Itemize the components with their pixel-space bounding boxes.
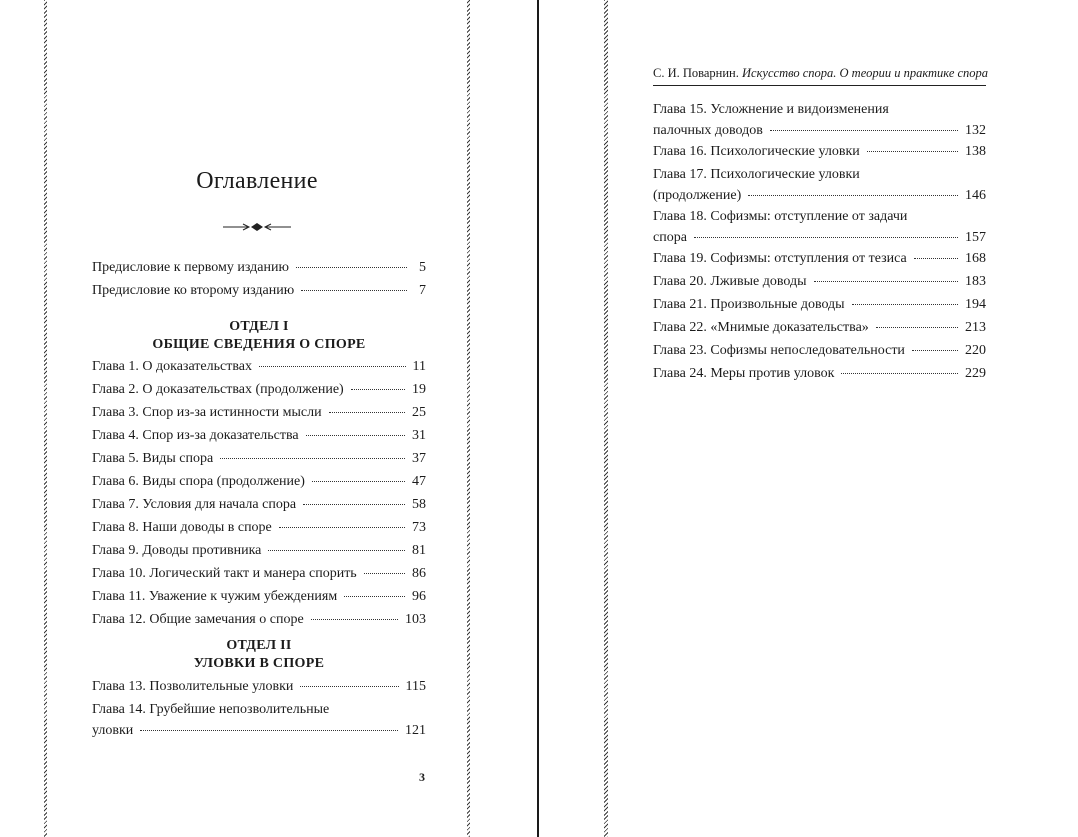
section-2-chapters [92, 675, 426, 740]
dot-leader [867, 137, 958, 152]
dot-leader [220, 444, 405, 459]
dot-leader [301, 276, 407, 291]
entry-label: Глава 14. Грубейшие непозволительные [92, 702, 330, 717]
entry-page: 86 [412, 566, 426, 581]
entry-page: 121 [405, 723, 426, 738]
right-page-chapters [653, 100, 986, 385]
dot-leader [914, 244, 958, 259]
section-title: УЛОВКИ В СПОРЕ [193, 656, 325, 671]
section-1-chapters [92, 355, 426, 631]
entry-label: Глава 24. Меры против уловок [653, 366, 835, 381]
entry-page: 138 [965, 144, 986, 159]
entry-label: Глава 22. «Мнимые доказательства» [653, 320, 869, 335]
page-number: 3 [419, 770, 425, 784]
entry-page: 19 [412, 382, 426, 397]
entry-label: Глава 2. О доказательствах (продолжение) [92, 382, 344, 397]
entry-page: 194 [965, 297, 986, 312]
entry-label: Глава 12. Общие замечания о споре [92, 612, 304, 627]
entry-label: Глава 20. Лживые доводы [653, 274, 807, 289]
entry-label-continued: уловки [92, 723, 134, 738]
section-1-heading [92, 318, 426, 354]
entry-label: Предисловие к первому изданию [92, 260, 289, 275]
entry-page: 7 [419, 283, 426, 298]
dot-leader [770, 116, 958, 131]
entry-page: 47 [412, 474, 426, 489]
right-page [608, 0, 1032, 837]
dot-leader [912, 336, 958, 351]
dot-leader [303, 490, 405, 505]
dot-leader [259, 352, 406, 367]
section-number: ОТДЕЛ I [229, 319, 289, 334]
entry-label: Глава 5. Виды спора [92, 451, 214, 466]
entry-page: 81 [412, 543, 426, 558]
toc-entry[interactable] [653, 362, 986, 385]
entry-label: Глава 3. Спор из-за истинности мысли [92, 405, 322, 420]
entry-page: 229 [965, 366, 986, 381]
toc-entry[interactable] [92, 675, 426, 698]
entry-page: 157 [965, 230, 986, 245]
entry-page: 25 [412, 405, 426, 420]
fleuron-divider-icon [221, 221, 293, 233]
entry-label-continued: (продолжение) [653, 188, 742, 203]
entry-page: 103 [405, 612, 426, 627]
entry-label: Глава 19. Софизмы: отступления от тезиса [653, 251, 907, 266]
entry-label: Глава 6. Виды спора (продолжение) [92, 474, 305, 489]
entry-label: Глава 7. Условия для начала спора [92, 497, 297, 512]
dot-leader [300, 672, 398, 687]
entry-label: Глава 15. Усложнение и видоизменения [653, 102, 889, 117]
dot-leader [748, 181, 958, 196]
dot-leader [311, 605, 398, 620]
left-page [47, 0, 467, 837]
entry-label: Глава 17. Психологические уловки [653, 167, 860, 182]
book-spine-divider [537, 0, 539, 837]
dot-leader [312, 467, 405, 482]
entry-page: 168 [965, 251, 986, 266]
entry-label: Глава 21. Произвольные доводы [653, 297, 845, 312]
entry-page: 115 [405, 679, 426, 694]
entry-label: Глава 23. Софизмы непоследовательности [653, 343, 905, 358]
page-title: Оглавление [196, 168, 318, 194]
entry-page: 31 [412, 428, 426, 443]
toc-entry[interactable] [92, 700, 426, 740]
entry-label: Глава 1. О доказательствах [92, 359, 252, 374]
entry-label: Глава 4. Спор из-за доказательства [92, 428, 299, 443]
section-2-heading [92, 637, 426, 673]
entry-page: 213 [965, 320, 986, 335]
entry-label: Глава 10. Логический такт и манера спорить [92, 566, 357, 581]
entry-label-continued: палочных доводов [653, 123, 763, 138]
toc-entry[interactable] [653, 140, 986, 163]
toc-entry[interactable] [653, 165, 986, 205]
dot-leader [852, 290, 958, 305]
dot-leader [268, 536, 405, 551]
entry-page: 146 [965, 188, 986, 203]
toc-entry[interactable] [92, 279, 426, 302]
entry-page: 5 [419, 260, 426, 275]
section-number: ОТДЕЛ II [226, 638, 292, 653]
dot-leader [351, 375, 405, 390]
running-header-author: С. И. Поварнин. [653, 66, 739, 80]
dot-leader [329, 398, 405, 413]
entry-label: Предисловие ко второму изданию [92, 283, 295, 298]
dot-leader [814, 267, 958, 282]
entry-page: 220 [965, 343, 986, 358]
dot-leader [296, 253, 407, 268]
dot-leader [364, 559, 405, 574]
toc-entry[interactable] [653, 207, 986, 247]
entry-label: Глава 9. Доводы противника [92, 543, 262, 558]
dot-leader [694, 223, 958, 238]
dot-leader [876, 313, 958, 328]
entry-label: Глава 8. Наши доводы в споре [92, 520, 272, 535]
dot-leader [279, 513, 405, 528]
entry-label: Глава 13. Позволительные уловки [92, 679, 294, 694]
entry-page: 96 [412, 589, 426, 604]
toc-entry[interactable] [92, 608, 426, 631]
running-header [653, 64, 989, 86]
entry-label: Глава 16. Психологические уловки [653, 144, 860, 159]
entry-page: 73 [412, 520, 426, 535]
running-header-title: Искусство спора. О теории и практике спора [742, 66, 989, 80]
prefaces-list [92, 256, 426, 302]
dot-leader [306, 421, 405, 436]
entry-page: 11 [412, 359, 426, 374]
entry-page: 37 [412, 451, 426, 466]
dot-leader [344, 582, 405, 597]
entry-page: 183 [965, 274, 986, 289]
entry-page: 58 [412, 497, 426, 512]
entry-label: Глава 11. Уважение к чужим убеждениям [92, 589, 338, 604]
section-title: ОБЩИЕ СВЕДЕНИЯ О СПОРЕ [152, 337, 366, 352]
entry-label: Глава 18. Софизмы: отступление от задачи [653, 209, 908, 224]
dot-leader [841, 359, 958, 374]
entry-page: 132 [965, 123, 986, 138]
entry-label-continued: спора [653, 230, 687, 245]
dot-leader [140, 716, 398, 731]
toc-entry[interactable] [653, 100, 986, 140]
